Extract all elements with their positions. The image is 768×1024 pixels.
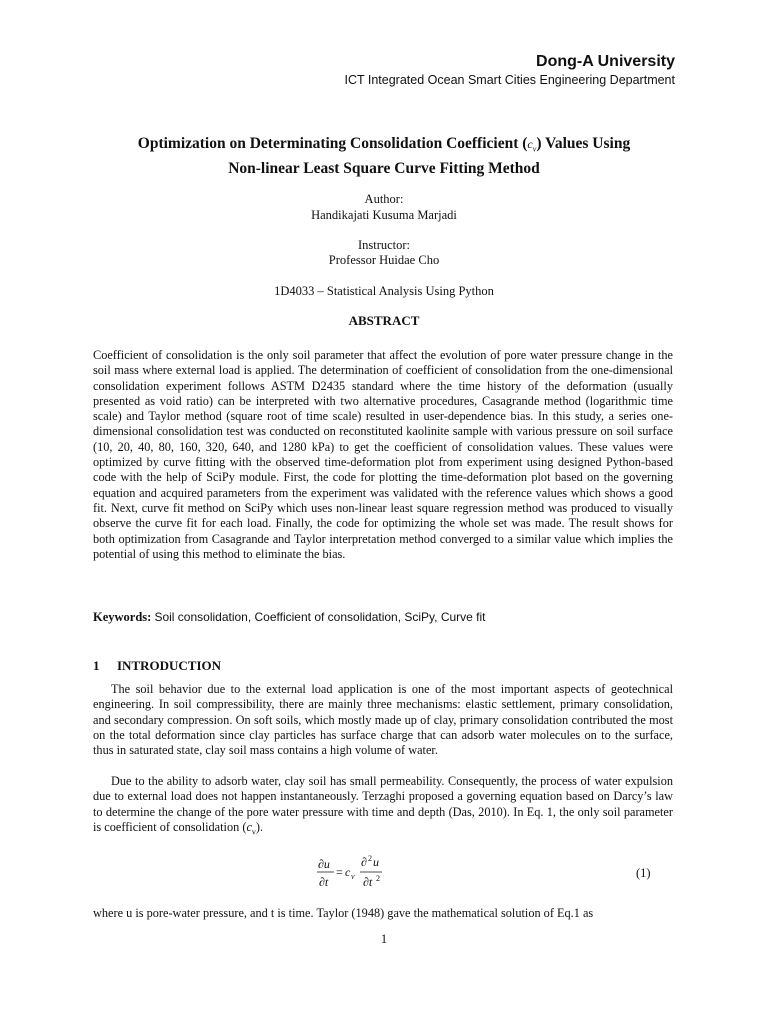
intro-paragraph-2-end: ). (255, 819, 264, 834)
svg-text:u: u (373, 855, 379, 869)
equation-number: (1) (636, 866, 651, 880)
svg-text:2: 2 (376, 874, 380, 883)
header (345, 52, 676, 89)
paper-title (60, 134, 708, 179)
title-line-2: Non-linear Least Square Curve Fitting Method (228, 160, 540, 178)
author-name: Handikajati Kusuma Marjadi (311, 208, 457, 222)
university-name: Dong-A University (536, 53, 675, 70)
department-name: ICT Integrated Ocean Smart Cities Engineering Department (344, 73, 675, 87)
section-number: 1 (93, 658, 100, 673)
abstract-text: Coefficient of consolidation is the only soil parameter that affect the evolution of pore water pressure change in the soil mass where external load is applied. The determination of coefficient of consolidation from the one-dimensional consolidation experiment follows ASTM D2435 standard where the time history of the deformation (usually presented as void ratio) can be interpreted with two alternative procedures, Casagrande method (logarithmic time scale) and Taylor method (square root of time scale) resulted in user-dependence bias. In this study, a series one-dimensional consolidation test was conducted on reconstituted kaolinite sample with various pressure on soil surface (10, 20, 40, 80, 160, 320, 640, and 1280 kPa) to get the coefficient of consolidation values. These values were optimized by curve fitting with the observed time-deformation plot from experiment using designed Python-based code with the help of SciPy module. First, the code for plotting the time-deformation plot based on the governing equation and acquired parameters from the experiment was validated with the reference values which shows a good fit. Next, curve fit method on SciPy which uses non-linear least square regression method was produced to visually observe the curve fit for each load. Finally, the code for optimizing the whole set was made. The result shows for both optimization from Casagrande and Taylor interpretation method converged to a similar value which implies the potential of using this method to eliminate the bias. (93, 348, 673, 561)
section-title: INTRODUCTION (117, 658, 222, 673)
svg-text:∂u: ∂u (318, 857, 330, 871)
svg-text:∂t: ∂t (319, 875, 329, 889)
abstract-heading: ABSTRACT (348, 313, 420, 328)
keywords-text: Soil consolidation, Coefficient of consolidation, SciPy, Curve fit (154, 610, 486, 624)
consolidation-equation (314, 852, 394, 892)
svg-text:v: v (351, 872, 355, 881)
title-cv-symbol: $c_v$ (527, 137, 537, 154)
title-line-1-pre: Optimization on Determinating Consolidation Coefficient ( (137, 135, 528, 152)
svg-text:2: 2 (368, 854, 372, 863)
keywords (93, 609, 673, 625)
cv-symbol: $c_v$ (246, 819, 256, 837)
svg-text:∂: ∂ (361, 855, 367, 869)
section-heading-introduction (93, 658, 221, 674)
keywords-label: Keywords: (93, 610, 152, 624)
intro-paragraph-2-text: Due to the ability to adsorb water, clay soil has small permeability. Consequently, the process of water expulsion due to external load does not happen instantaneously. Terzaghi proposed a governing equation based on Darcy’s law to determine the change of the pore water pressure with time and depth (Das, 2010). In Eq. 1, the only soil parameter is coefficient of consolidation ( (93, 774, 673, 834)
intro-paragraph-2 (93, 774, 673, 840)
author-label: Author: (364, 192, 404, 206)
svg-text:=: = (336, 865, 343, 879)
course-line: 1D4033 – Statistical Analysis Using Python (274, 284, 494, 298)
svg-text:∂t: ∂t (363, 875, 373, 889)
intro-paragraph-3: where u is pore-water pressure, and t is time. Taylor (1948) gave the mathematical solution of Eq.1 as (93, 906, 594, 920)
instructor-name: Professor Huidae Cho (328, 253, 440, 267)
title-line-1 (60, 134, 708, 159)
instructor-label: Instructor: (357, 238, 411, 252)
intro-paragraph-1: The soil behavior due to the external load application is one of the most important aspects of geotechnical engineering. In soil compressibility, there are mainly three mechanisms: elastic settlement, primary consolidation, and secondary compression. On soft soils, which mostly made up of clay, primary consolidation contributed the most on the total deformation since clay particles has surface charge that can adsorb water molecules on to the surface, thus in saturated state, clay soil mass contains a high volume of water. (93, 682, 673, 758)
title-line-1-post: ) Values Using (536, 135, 631, 152)
page-number: 1 (380, 932, 388, 946)
svg-text:c: c (345, 865, 351, 879)
